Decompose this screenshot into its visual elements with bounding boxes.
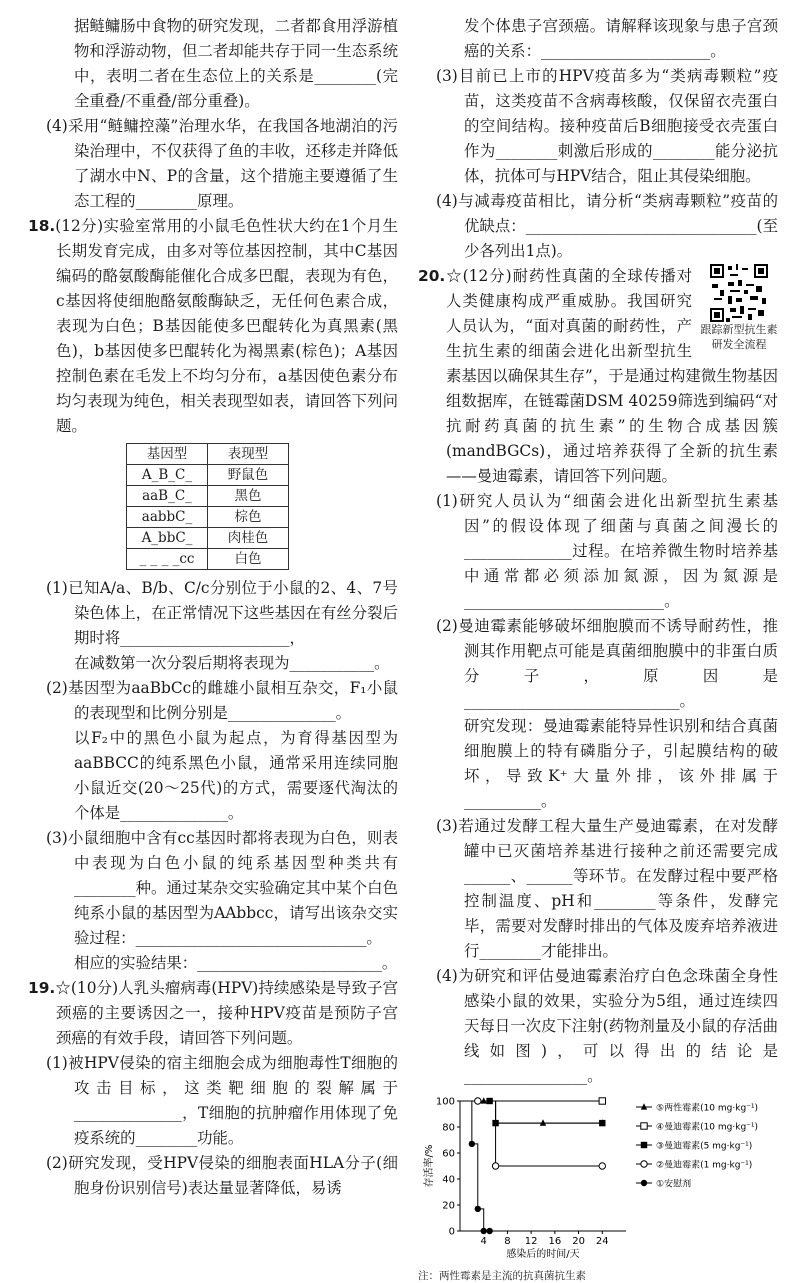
q17-3-continued: 据鲢鳙肠中食物的研究发现，二者都食用浮游植物和浮游动物，但二者却能共存于同一生态系统中，表明二者在生态位上的关系是________(完全重叠/不重叠/部分重叠)。 <box>74 17 398 110</box>
q20-4: (4)为研究和评估曼迪霉素治疗白色念珠菌全身性感染小鼠的效果，实验分为5组，通过连续四天每日一次皮下注射(药物剂量及小鼠的存活曲线如图)，可以得出的结论是________________。 <box>436 967 778 1085</box>
q20-3: (3)若通过发酵工程大量生产曼迪霉素，在对发酵罐中已灭菌培养基进行接种之前还需要完成______、______等环节。在发酵过程中要严格控制温度、pH和________等条件，发酵完毕，需要对发酵时排出的气体及废弃培养液进行________才能排出。 <box>436 817 778 960</box>
legend-entry: ③曼迪霉素(5 mg·kg⁻¹) <box>656 1141 753 1152</box>
qr-code-icon <box>710 264 768 322</box>
table-cell: A_bbC_ <box>127 528 208 549</box>
survival-chart-svg <box>418 1093 768 1261</box>
q18-2-b: 以F₂中的黑色小鼠为起点，为育得基因型为aaBBCC的纯系黑色小鼠，通常采用连续同胞小鼠近交(20～25代)的方式，需要逐代淘汰的个体是______________。 <box>74 729 398 822</box>
q20-2-b: 研究发现：曼迪霉素能特异性识别和结合真菌细胞膜上的特有磷脂分子，引起膜结构的破坏，导致K⁺大量外排，该外排属于__________。 <box>464 717 778 810</box>
legend-marker <box>641 1142 647 1148</box>
q18-1-b: 在减数第一次分裂后期将表现为___________。 <box>74 654 390 672</box>
x-tick-label: 4 <box>480 1236 487 1247</box>
survival-chart <box>418 1093 778 1283</box>
q18-intro-text: (12分)实验室常用的小鼠毛色性状大约在1个月生长期发育完成，由多对等位基因控制，其中C基因编码的酪氨酸酶能催化合成多巴醌，表现为有色，c基因将使细胞酪氨酸酶缺乏，无任何色素合成，表现为白色；B基因能使多巴醌转化为真黑素(黑色)，b基因使多巴醌转化为褐黑素(棕色)；A基因控制色素在毛发上不均匀分布，a基因使色素分布均匀表现为纯色，相关表现型如表，请回答下列问题。 <box>55 217 398 435</box>
q20-block <box>418 264 778 489</box>
table-header: 基因型 <box>127 444 208 465</box>
q18-intro <box>28 214 398 439</box>
table-cell: aabbC_ <box>127 507 208 528</box>
table-cell: 黑色 <box>208 486 289 507</box>
legend-entry: ①安慰剂 <box>656 1179 692 1190</box>
series-line <box>460 1101 490 1231</box>
data-point <box>599 1098 605 1104</box>
y-tick-label: 80 <box>442 1122 455 1134</box>
data-point <box>481 1097 487 1103</box>
qr-code[interactable] <box>700 264 778 352</box>
left-column <box>28 14 398 1201</box>
data-point <box>475 1098 481 1104</box>
table-row <box>127 549 289 570</box>
table-row <box>127 465 289 486</box>
q19-intro <box>28 976 398 1051</box>
q19-2-continued: 发个体患子宫颈癌。请解释该现象与患子宫颈癌的关系：______________________。 <box>464 17 778 60</box>
table-row <box>127 528 289 549</box>
q18-3-b: 相应的实验结果：________________________。 <box>74 954 398 972</box>
series-line <box>460 1101 602 1123</box>
data-point <box>486 1228 492 1234</box>
table-cell: aaB_C_ <box>127 486 208 507</box>
q18-1: (1)已知A/a、B/b、C/c分别位于小鼠的2、4、7号染色体上，在正常情况下这些基因在有丝分裂后期时将______________________， <box>46 579 398 647</box>
qr-caption: 跟踪新型抗生素研发全流程 <box>700 323 778 351</box>
data-point <box>540 1119 546 1125</box>
legend-marker <box>641 1180 647 1186</box>
q18-number: 18. <box>28 217 56 235</box>
q20-number: 20. <box>418 267 446 285</box>
table-cell: 肉桂色 <box>208 528 289 549</box>
table-header-row <box>127 444 289 465</box>
q20-intro-text: ☆(12分)耐药性真菌的全球传播对人类健康构成严重威胁。我国研究人员认为，“面对真菌的耐药性，产生抗生素的细菌会进化出新型抗生素基因以确保其生存”，于是通过构建微生物基因组数据库，在链霉菌DSM 40259筛选到编码“对抗耐药真菌的抗生素”的生物合成基因簇(mandBGCs)，通过培养获得了全新的抗生素——曼迪霉素，请回答下列问题。 <box>445 267 778 485</box>
q20-1: (1)研究人员认为“细菌会进化出新型抗生素基因”的假设体现了细菌与真菌之间漫长的______________过程。在培养微生物时培养基中通常都必须添加氮源，因为氮源是__________________________。 <box>436 492 778 610</box>
q19-1: (1)被HPV侵染的宿主细胞会成为细胞毒性T细胞的攻击目标，这类靶细胞的裂解属于______________，T细胞的抗肿瘤作用体现了免疫系统的________功能。 <box>46 1054 398 1147</box>
q19-3: (3)目前已上市的HPV疫苗多为“类病毒颗粒”疫苗，这类疫苗不含病毒核酸，仅保留衣壳蛋白的空间结构。接种疫苗后B细胞接受衣壳蛋白作为________刺激后形成的________能分泌抗体，抗体可与HPV结合，阻止其侵染细胞。 <box>436 67 778 185</box>
q18-2: (2)基因型为aaBbCc的雌雄小鼠相互杂交，F₁小鼠的表现型和比例分别是______________。 <box>46 679 398 722</box>
y-tick-label: 0 <box>448 1226 455 1238</box>
table-row <box>127 486 289 507</box>
y-tick-label: 20 <box>442 1200 455 1212</box>
series-line <box>460 1101 602 1123</box>
legend-marker <box>641 1103 647 1109</box>
x-tick-label: 16 <box>548 1236 562 1247</box>
y-tick-label: 100 <box>435 1096 455 1108</box>
data-point <box>492 1163 498 1169</box>
y-axis-label: 存活率/% <box>424 1144 435 1188</box>
right-column <box>418 14 778 1283</box>
table-cell: A_B_C_ <box>127 465 208 486</box>
legend-entry: ②曼迪霉素(1 mg·kg⁻¹) <box>656 1160 753 1171</box>
data-point <box>475 1206 481 1212</box>
data-point <box>481 1228 487 1234</box>
q17-4: (4)采用“鲢鳙控藻”治理水华，在我国各地湖泊的污染治理中，不仅获得了鱼的丰收，还移走并降低了湖水中N、P的含量，这个措施主要遵循了生态工程的________原理。 <box>46 117 398 210</box>
table-cell: 棕色 <box>208 507 289 528</box>
x-tick-label: 20 <box>572 1236 585 1247</box>
data-point <box>599 1163 605 1169</box>
q19-number: 19. <box>28 979 56 997</box>
legend-marker <box>641 1123 647 1129</box>
x-tick-label: 8 <box>504 1236 511 1247</box>
q19-4: (4)与减毒疫苗相比，请分析“类病毒颗粒”疫苗的优缺点：______________________________(至少各列出1点)。 <box>436 192 778 260</box>
legend-entry: ④曼迪霉素(10 mg·kg⁻¹) <box>656 1122 759 1133</box>
table-cell: 野鼠色 <box>208 465 289 486</box>
genotype-table <box>126 443 289 570</box>
legend-entry: ⑤两性霉素(10 mg·kg⁻¹) <box>656 1103 759 1114</box>
series-line <box>460 1101 602 1166</box>
q19-intro-text: ☆(10分)人乳头瘤病毒(HPV)持续感染是导致子宫颈癌的主要诱因之一，接种HPV疫苗是预防子宫颈癌的有效手段，请回答下列问题。 <box>55 979 398 1047</box>
data-point <box>469 1141 475 1147</box>
q20-2: (2)曼迪霉素能够破坏细胞膜而不诱导耐药性，推测其作用靶点可能是真菌细胞膜中的非蛋白质分子，原因是____________________________。 <box>436 617 778 710</box>
table-cell: 白色 <box>208 549 289 570</box>
q18-3: (3)小鼠细胞中含有cc基因时都将表现为白色，则表中表现为白色小鼠的纯系基因型种类共有________种。通过某杂交实验确定其中某个白色纯系小鼠的基因型为AAbbcc，请写出该杂交实验过程：______________________________。 <box>46 829 398 947</box>
table-header: 表现型 <box>208 444 289 465</box>
y-tick-label: 60 <box>442 1148 455 1160</box>
x-tick-label: 24 <box>595 1236 609 1247</box>
y-tick-label: 40 <box>442 1174 455 1186</box>
x-tick-label: 12 <box>524 1236 538 1247</box>
data-point <box>599 1120 605 1126</box>
q19-2: (2)研究发现，受HPV侵染的细胞表面HLA分子(细胞身份识别信号)表达量显著降低，易诱 <box>46 1154 398 1197</box>
legend-marker <box>641 1161 647 1167</box>
table-row <box>127 507 289 528</box>
x-axis-label: 感染后的时间/天 <box>506 1249 580 1260</box>
chart-note: 注：两性霉素是主流的抗真菌抗生素 <box>418 1270 586 1282</box>
table-cell: _ _ _ _cc <box>127 549 208 570</box>
